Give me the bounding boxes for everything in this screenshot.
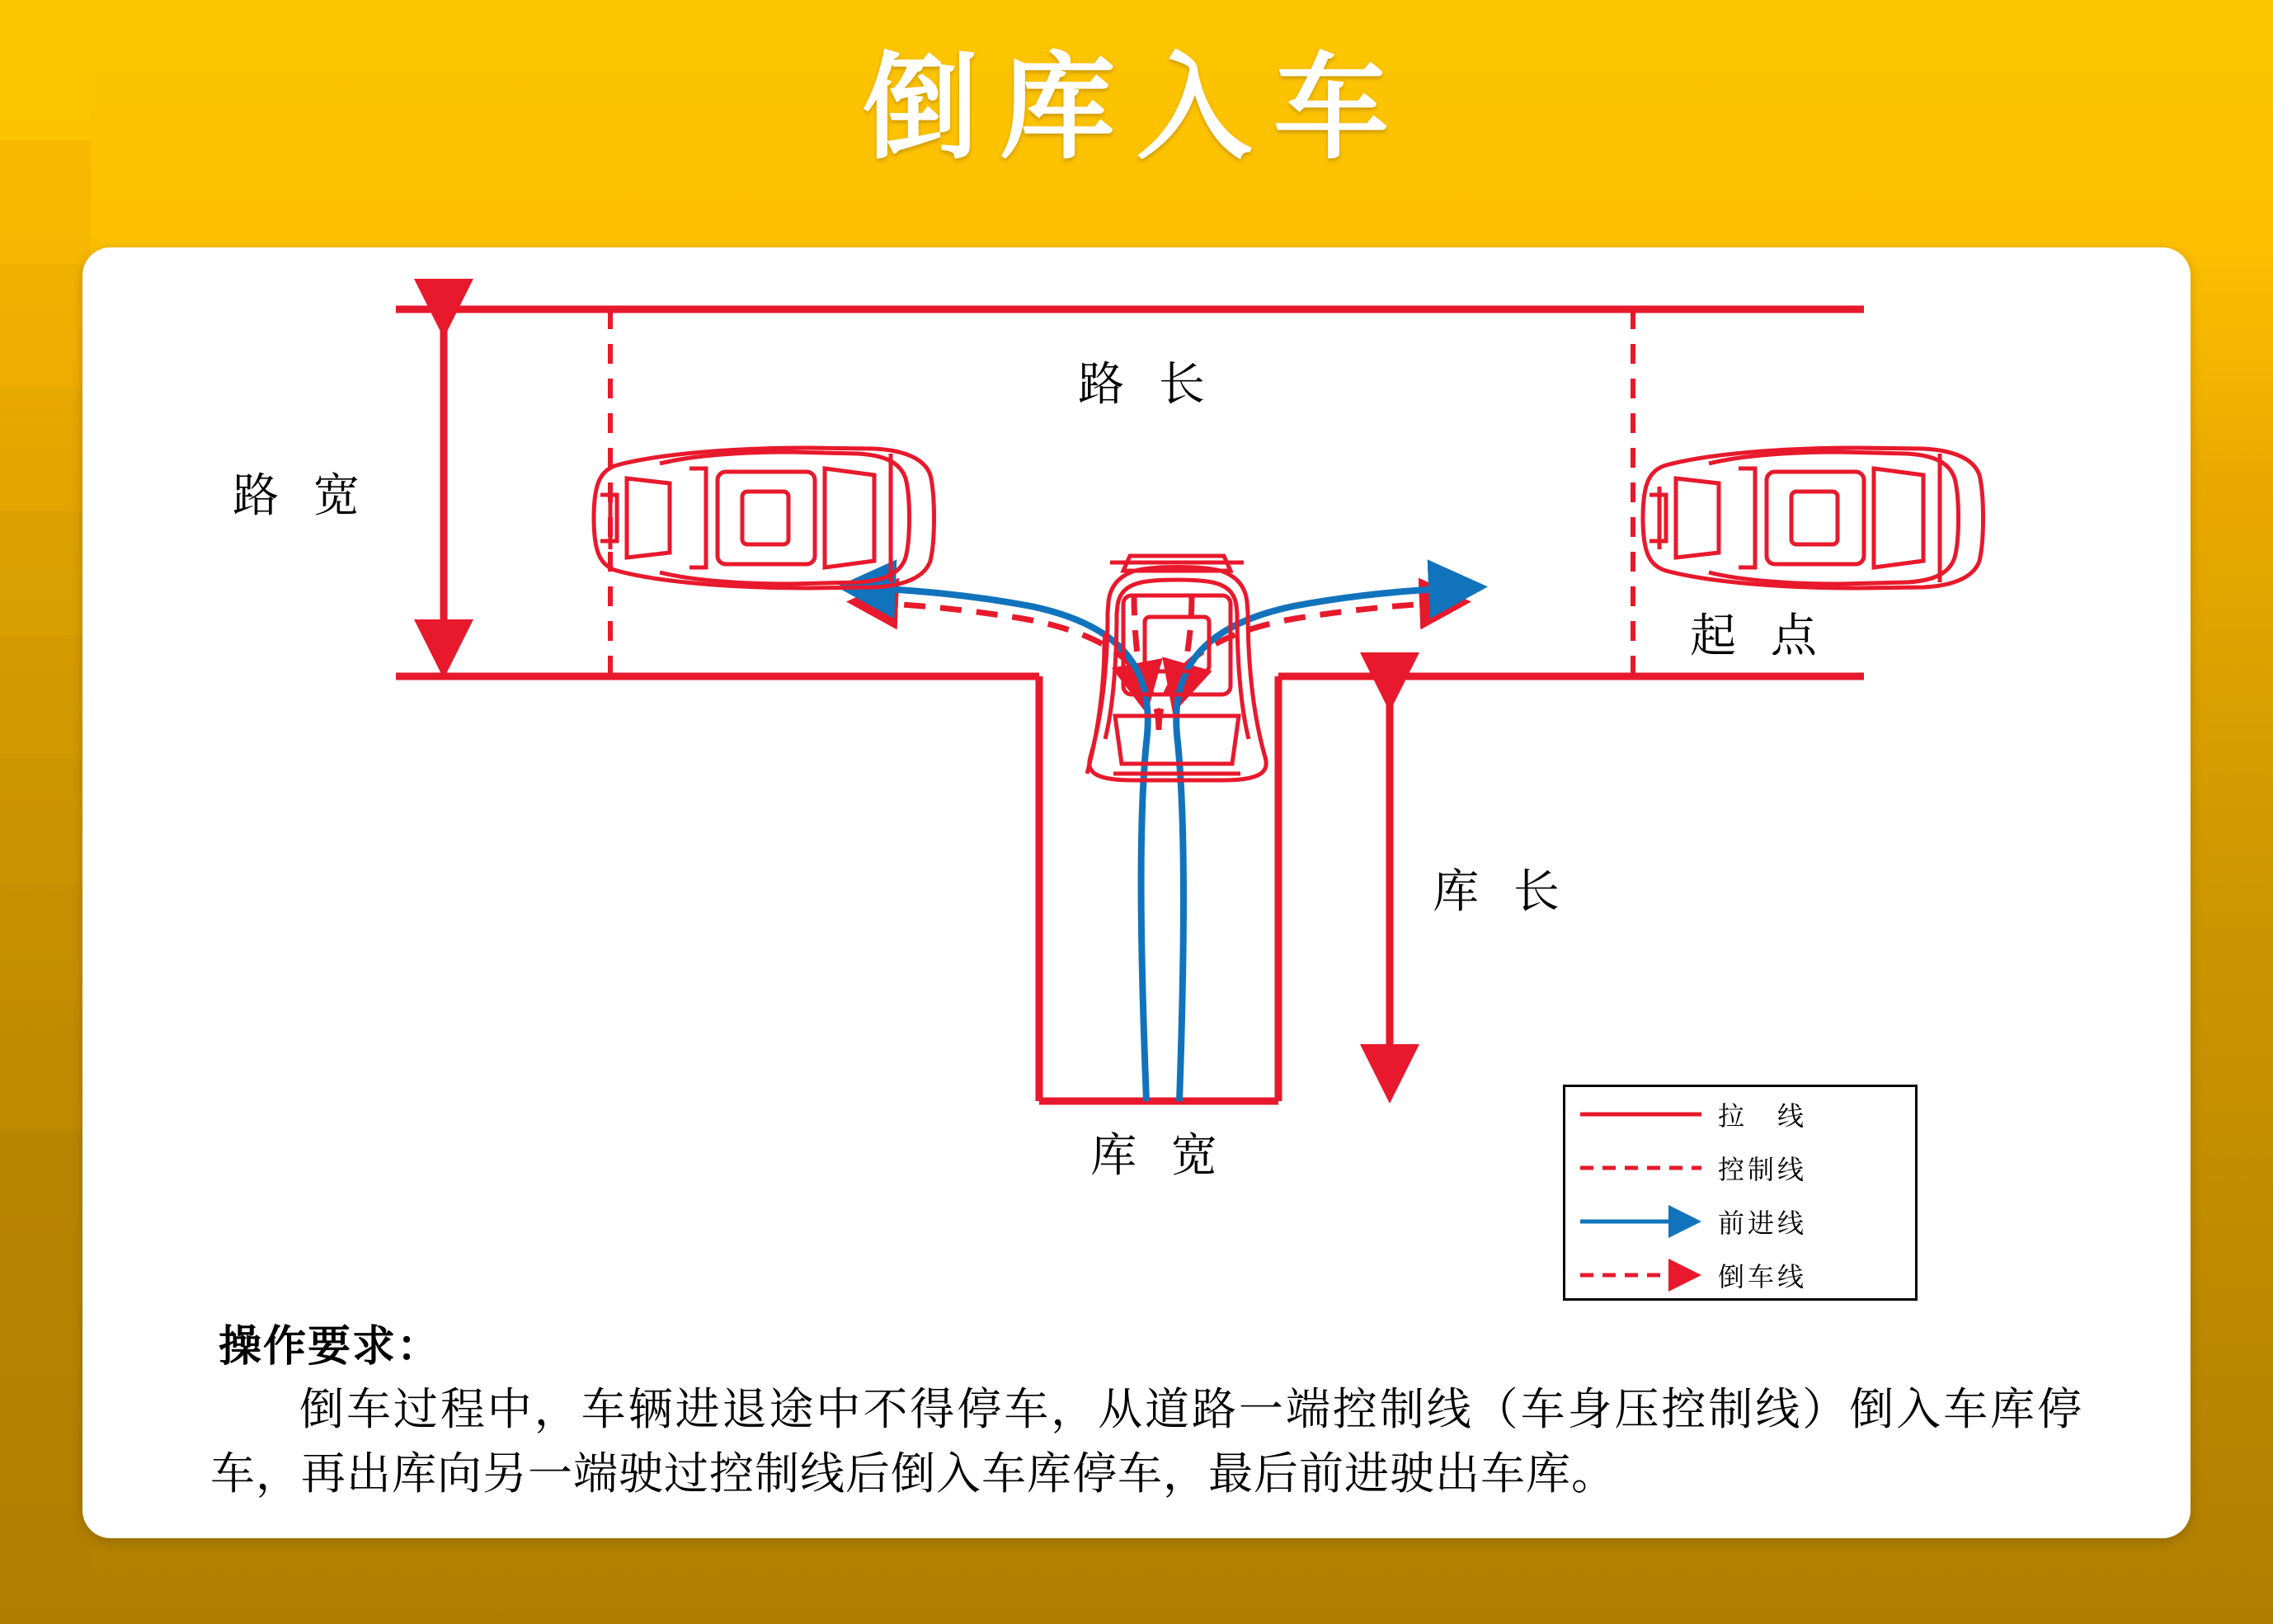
legend-item — [1565, 1141, 1915, 1194]
car-left — [594, 448, 934, 588]
legend-item — [1565, 1087, 1915, 1141]
legend-label-reverse-line: 倒车线 — [1718, 1260, 1808, 1292]
label-garage-width: 库 宽 — [1090, 1129, 1227, 1183]
car-right — [1643, 448, 1984, 588]
legend-label-forward-line: 前进线 — [1718, 1207, 1808, 1239]
content-card — [82, 247, 2191, 1538]
decorative-band — [0, 759, 91, 883]
decorative-band — [0, 1006, 91, 1130]
legend-sample-solid-blue-arrow — [1565, 1194, 1718, 1248]
decorative-band — [0, 264, 91, 388]
legend-item — [1565, 1194, 1915, 1248]
legend-label-control-line: 控制线 — [1718, 1153, 1808, 1185]
decorative-band — [0, 635, 91, 759]
decorative-band — [0, 511, 91, 635]
legend-sample-solid-red — [1565, 1087, 1718, 1141]
legend-item — [1565, 1248, 1915, 1302]
legend-sample-dashed-red — [1565, 1141, 1718, 1194]
operation-heading: 操作要求： — [219, 1322, 442, 1372]
decorative-band — [0, 1130, 91, 1624]
label-start-point: 起 点 — [1690, 610, 1827, 663]
legend-sample-dashed-red-arrow — [1565, 1248, 1718, 1302]
legend — [1563, 1085, 1918, 1301]
label-road-length: 路 长 — [1078, 358, 1215, 412]
reverse-parking-diagram — [82, 247, 2191, 1221]
decorative-band — [0, 883, 91, 1006]
decorative-band — [0, 388, 91, 511]
page-title: 倒库入车 — [862, 41, 1410, 176]
label-garage-length: 库 长 — [1433, 865, 1569, 919]
legend-label-pull-line: 拉 线 — [1718, 1099, 1808, 1132]
label-road-width: 路 宽 — [233, 469, 369, 523]
operation-text: 倒车过程中，车辆进退途中不得停车，从道路一端控制线（车身压控制线）倒入车库停车，再出库向另一端驶过控制线后倒入车库停车，最后前进驶出车库。 — [210, 1383, 2082, 1500]
